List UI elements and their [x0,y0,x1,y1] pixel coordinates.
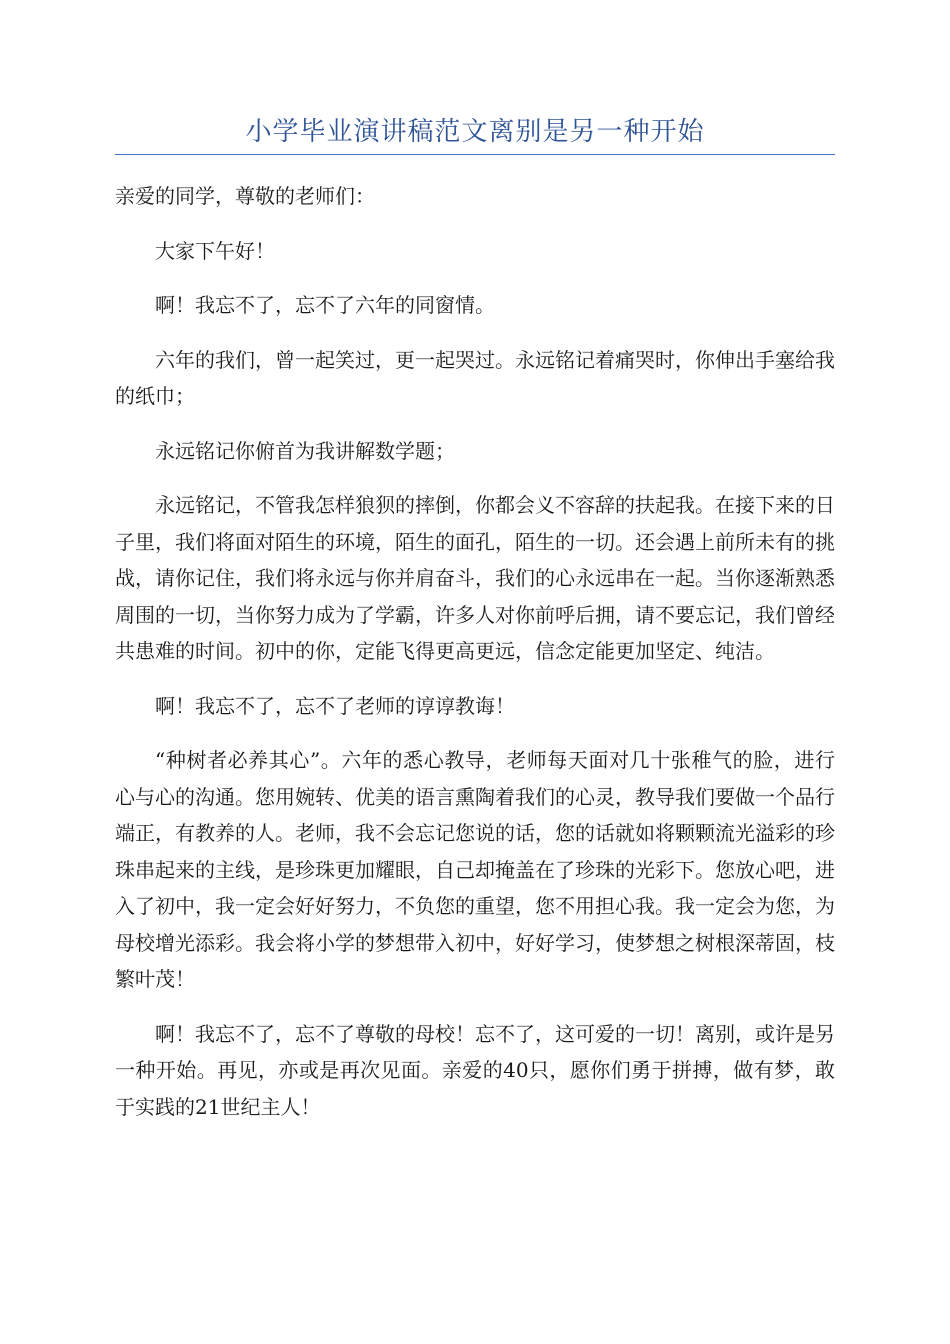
body-paragraph: 永远铭记你俯首为我讲解数学题； [155,438,455,463]
body-paragraph: “种树者必养其心”。六年的悉心教导，老师每天面对几十张稚气的脸，进行心与心的沟通。您用婉转、优美的语言熏陶着我们的心灵，教导我们要做一个品行端正，有教养的人。老师，我不会忘记您说的话，您的话就如将颗颗流光溢彩的珍珠串起来的主线，是珍珠更加耀眼，自己却掩盖在了珍珠的光彩下。您放心吧，进入了初中，我一定会好好努力，不负您的重望，您不用担心我。我一定会为您，为母校增光添彩。我会将小学的梦想带入初中，好好学习，使梦想之树根深蒂固，枝繁叶茂！ [115,748,835,991]
greeting-paragraph: 大家下午好！ [155,238,275,263]
closing-paragraph: 啊！我忘不了，忘不了尊敬的母校！忘不了，这可爱的一切！离别，或许是另一种开始。再见，亦或是再次见面。亲爱的40只，愿你们勇于拼搏，做有梦，敢于实践的21世纪主人！ [115,1021,835,1119]
body-paragraph: 六年的我们，曾一起笑过，更一起哭过。永远铭记着痛哭时，你伸出手塞给我的纸巾； [115,347,835,408]
salutation-paragraph: 亲爱的同学，尊敬的老师们： [115,184,375,208]
body-paragraph: 永远铭记，不管我怎样狼狈的摔倒，你都会义不容辞的扶起我。在接下来的日子里，我们将面对陌生的环境，陌生的面孔，陌生的一切。还会遇上前所未有的挑战，请你记住，我们将永远与你并肩奋斗，我们的心永远串在一起。当你逐渐熟悉周围的一切，当你努力成为了学霸，许多人对你前呼后拥，请不要忘记，我们曾经共患难的时间。初中的你，定能飞得更高更远，信念定能更加坚定、纯洁。 [115,493,835,663]
document-body [115,178,835,1143]
body-paragraph: 啊！我忘不了，忘不了六年的同窗情。 [155,293,495,317]
title-underline [115,154,835,155]
document-title: 小学毕业演讲稿范文离别是另一种开始 [245,117,705,147]
body-paragraph: 啊！我忘不了，忘不了老师的谆谆教诲！ [155,693,515,718]
